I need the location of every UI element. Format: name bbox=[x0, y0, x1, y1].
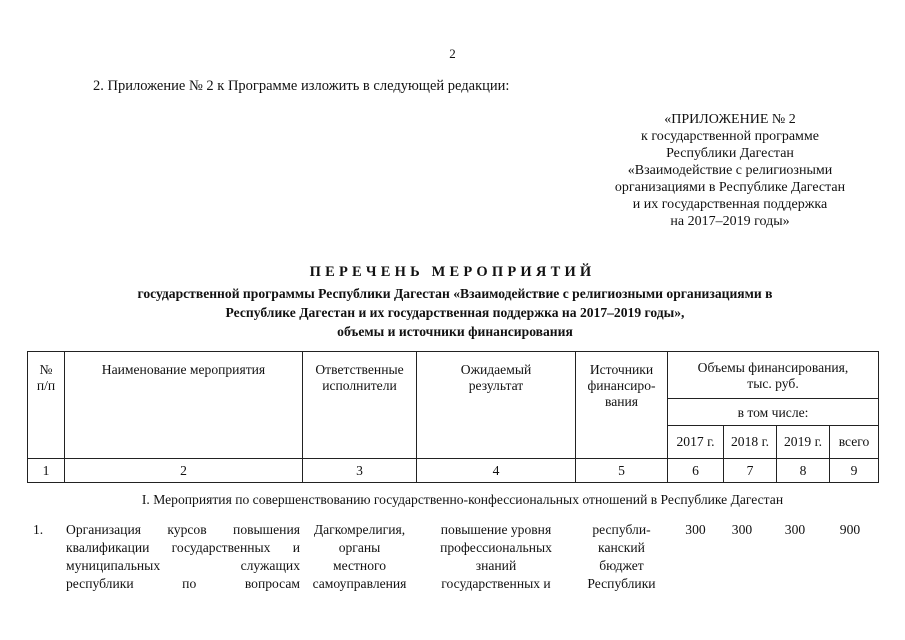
row-result-line: государственных и bbox=[441, 576, 551, 591]
row-responsible-line: органы bbox=[338, 540, 381, 555]
header-divider bbox=[27, 458, 878, 459]
appendix-line: «Взаимодействие с религиозными bbox=[627, 163, 833, 178]
section-heading: I. Мероприятия по совершенствованию государственно-конфессиональных отношений в Республике Дагестан bbox=[141, 492, 784, 507]
appendix-line: «ПРИЛОЖЕНИЕ № 2 bbox=[664, 112, 796, 127]
document-title: ПЕРЕЧЕНЬ МЕРОПРИЯТИЙ bbox=[309, 264, 596, 280]
appendix-line: к государственной программе bbox=[641, 129, 819, 144]
header-volumes-line: тыс. руб. bbox=[747, 376, 799, 391]
row-source bbox=[576, 521, 667, 593]
header-total: всего bbox=[838, 434, 870, 449]
row-result bbox=[417, 521, 575, 593]
header-responsible bbox=[303, 362, 416, 394]
header-sources bbox=[576, 362, 667, 410]
row-value-total: 900 bbox=[839, 522, 861, 537]
row-name-line: Организация курсов повышения bbox=[66, 522, 300, 537]
appendix-line: Республики Дагестан bbox=[666, 146, 794, 161]
row-number: 1. bbox=[33, 522, 44, 537]
row-result-line: знаний bbox=[475, 558, 517, 573]
header-year-2017: 2017 г. bbox=[676, 434, 715, 449]
column-number: 8 bbox=[799, 463, 807, 478]
row-value-2019: 300 bbox=[784, 522, 806, 537]
column-number: 4 bbox=[492, 463, 500, 478]
row-responsible bbox=[303, 521, 416, 593]
appendix-heading bbox=[560, 111, 900, 230]
table-top-border bbox=[27, 351, 878, 352]
header-sources-line: финансиро- bbox=[587, 378, 656, 393]
column-number: 3 bbox=[356, 463, 363, 478]
header-num bbox=[28, 362, 64, 394]
header-responsible-line: Ответственные bbox=[315, 362, 404, 377]
header-sources-line: Источники bbox=[589, 362, 654, 377]
intro-paragraph: 2. Приложение № 2 к Программе изложить в следующей редакции: bbox=[93, 78, 510, 94]
header-num-line: п/п bbox=[36, 378, 56, 393]
subtitle-line: объемы и источники финансирования bbox=[337, 324, 573, 339]
row-value-2018: 300 bbox=[731, 522, 753, 537]
row-source-line: канский bbox=[598, 540, 645, 555]
row-responsible-line: местного bbox=[332, 558, 387, 573]
row-result-line: профессиональных bbox=[440, 540, 552, 555]
header-result bbox=[417, 362, 575, 394]
header-name: Наименование мероприятия bbox=[101, 362, 266, 377]
column-number: 7 bbox=[746, 463, 754, 478]
subtitle-line: государственной программы Республики Дагестан «Взаимодействие с религиозными организациями в bbox=[137, 286, 773, 301]
header-responsible-line: исполнители bbox=[322, 378, 397, 393]
column-number: 1 bbox=[42, 463, 50, 478]
row-name-line: муниципальных служащих bbox=[66, 558, 300, 573]
row-result-line: повышение уровня bbox=[440, 522, 552, 537]
subtitle-line: Республике Дагестан и их государственная поддержка на 2017–2019 годы», bbox=[225, 305, 685, 320]
header-volumes bbox=[668, 360, 878, 392]
header-volumes-line: Объемы финансирования, bbox=[697, 360, 849, 375]
appendix-line: на 2017–2019 годы» bbox=[670, 214, 790, 229]
column-number: 6 bbox=[692, 463, 699, 478]
header-result-line: Ожидаемый bbox=[460, 362, 532, 377]
header-divider bbox=[667, 398, 878, 399]
row-source-line: Республики bbox=[587, 576, 656, 591]
appendix-line: и их государственная поддержка bbox=[632, 197, 828, 212]
header-year-2018: 2018 г. bbox=[730, 434, 770, 449]
row-responsible-line: Дагкомрелигия, bbox=[313, 522, 406, 537]
column-number: 2 bbox=[180, 463, 187, 478]
page-number: 2 bbox=[449, 46, 456, 61]
header-sources-line: вания bbox=[604, 394, 639, 409]
row-name-line: республики по вопросам bbox=[66, 576, 300, 591]
appendix-line: организациями в Республике Дагестан bbox=[614, 180, 846, 195]
row-source-line: бюджет bbox=[599, 558, 644, 573]
document-subtitle bbox=[80, 284, 830, 341]
header-including: в том числе: bbox=[737, 405, 809, 420]
column-number: 9 bbox=[850, 463, 858, 478]
header-divider bbox=[667, 425, 878, 426]
row-responsible-line: самоуправления bbox=[312, 576, 407, 591]
row-name-line: квалификации государственных и bbox=[66, 540, 300, 555]
row-name bbox=[66, 521, 300, 593]
header-year-2019: 2019 г. bbox=[783, 434, 823, 449]
column-number: 5 bbox=[618, 463, 625, 478]
row-value-2017: 300 bbox=[685, 522, 706, 537]
column-border bbox=[878, 351, 879, 483]
numbers-row-bottom bbox=[27, 482, 878, 483]
header-result-line: результат bbox=[468, 378, 524, 393]
row-source-line: республи- bbox=[592, 522, 651, 537]
header-num-line: № bbox=[39, 362, 53, 377]
